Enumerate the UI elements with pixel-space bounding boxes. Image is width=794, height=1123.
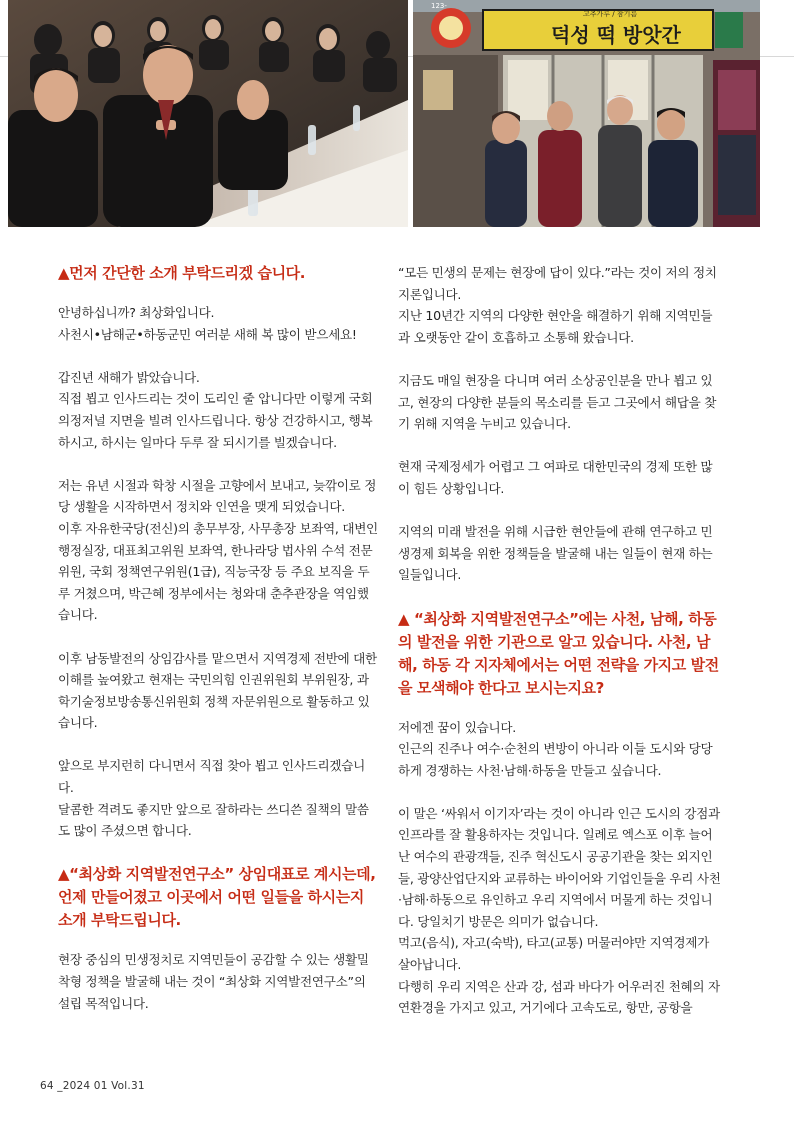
left-column (58, 262, 380, 1036)
shop-sign-name: 덕성 떡 방앗간 (551, 23, 681, 47)
question-heading: ▲ “최상화 지역발전연구소”에는 사천, 남해, 하동의 발전을 위한 기관으로 알고 있습니다. 사천, 남해, 하동 각 지자체에서는 어떤 전략을 가지고 발전을 모색해야 한다고 보시는지요? (398, 609, 719, 697)
paragraph: 지역의 미래 발전을 위해 시급한 현안들에 관해 연구하고 민생경제 회복을 위한 정책들을 발굴해 내는 일들이 현재 하는 일들입니다. (398, 524, 713, 583)
storefront-photo (413, 0, 760, 227)
paragraph: “모든 민생의 문제는 현장에 답이 있다.”라는 것이 저의 정치 지론입니다. 지난 10년간 지역의 다양한 현안을 해결하기 위해 지역민들과 오랫동안 같이 호흡하고 소통해 왔습니다. (398, 265, 717, 345)
paragraph: 저에겐 꿈이 있습니다. 인근의 진주나 여수·순천의 변방이 아니라 이들 도시와 당당하게 경쟁하는 사천·남해·하동을 만들고 싶습니다. (398, 719, 713, 778)
sign-phone-left: 123- (431, 2, 447, 10)
conference-scene (8, 0, 408, 227)
paragraph: 안녕하십니까? 최상화입니다. 사천시•남해군•하동군민 여러분 새해 복 많이 받으세요! (58, 305, 357, 342)
sign-subtitle: 고추가루 / 참기름 (583, 10, 638, 18)
question-heading: ▲“최상화 지역발전연구소” 상임대표로 계시는데, 언제 만들어졌고 이곳에서 어떤 일들을 하시는지 소개 부탁드립니다. (58, 865, 376, 930)
paragraph: 앞으로 부지런히 다니면서 직접 찾아 뵙고 인사드리겠습니다. 달콤한 격려도 좋지만 앞으로 잘하라는 쓰디쓴 질책의 말씀도 많이 주셨으면 합니다. (58, 758, 369, 839)
storefront-scene (413, 0, 760, 227)
paragraph: 이 말은 ‘싸워서 이기자’라는 것이 아니라 인근 도시의 강점과 인프라를 잘 활용하자는 것입니다. 일례로 엑스포 이후 늘어난 여수의 관광객들, 진주 혁신도시 공공기관을 찾는 외지인들, 광양산업단지와 교류하는 바이어와 기업인들을 우리 사천·남해·하동으로 유인하고 우리 지역에서 머물게 하는 것입니다. 당일치기 방문은 의미가 없습니다. 먹고(음식), 자고(숙박), 타고(교통) 머물러야만 지역경제가 살아납니다. 다행히 우리 지역은 산과 강, 섬과 바다가 어우러진 천혜의 자연환경을 가지고 있고, 거기에다 고속도로, 항만, 공항을 (398, 805, 721, 1016)
conference-photo (8, 0, 408, 227)
paragraph: 이후 남동발전의 상임감사를 맡으면서 지역경제 전반에 대한 이해를 높여왔고 현재는 국민의힘 인권위원회 부위원장, 과학기술정보방송통신위원회 정책 자문위원으로 활동하고 있습니다. (58, 650, 377, 731)
paragraph: 갑진년 새해가 밝았습니다. 직접 뵙고 인사드리는 것이 도리인 줄 압니다만 이렇게 국회의정저널 지면을 빌려 인사드립니다. 항상 건강하시고, 행복하시고, 하시는 일마다 두루 잘 되시기를 빌겠습니다. (58, 369, 373, 450)
paragraph: 현재 국제정세가 어렵고 그 여파로 대한민국의 경제 또한 많이 힘든 상황입니다. (398, 459, 713, 496)
paragraph: 지금도 매일 현장을 다니며 여러 소상공인분을 만나 뵙고 있고, 현장의 다양한 분들의 목소리를 듣고 그곳에서 해답을 찾기 위해 지역을 누비고 있습니다. (398, 372, 717, 432)
right-column (398, 262, 722, 1040)
paragraph: 저는 유년 시절과 학창 시절을 고향에서 보내고, 늦깎이로 정당 생활을 시작하면서 정치와 인연을 맺게 되었습니다. 이후 자유한국당(전신)의 총무부장, 사무총장 보좌역, 대변인 행정실장, 대표최고위원 보좌역, 한나라당 법사위 수석 전문위원, 국회 정책연구위원(1급), 직능국장 등 주요 보직을 두루 거쳤으며, 박근혜 정부에서는 청와대 춘추관장을 역임했습니다. (58, 477, 378, 623)
paragraph: 현장 중심의 민생정치로 지역민들이 공감할 수 있는 생활밀착형 정책을 발굴해 내는 것이 “최상화 지역발전연구소”의 설립 목적입니다. (58, 952, 369, 1011)
page-footer: 64 _2024 01 Vol.31 (40, 1080, 145, 1092)
question-heading: ▲먼저 간단한 소개 부탁드리겠 습니다. (58, 264, 306, 282)
